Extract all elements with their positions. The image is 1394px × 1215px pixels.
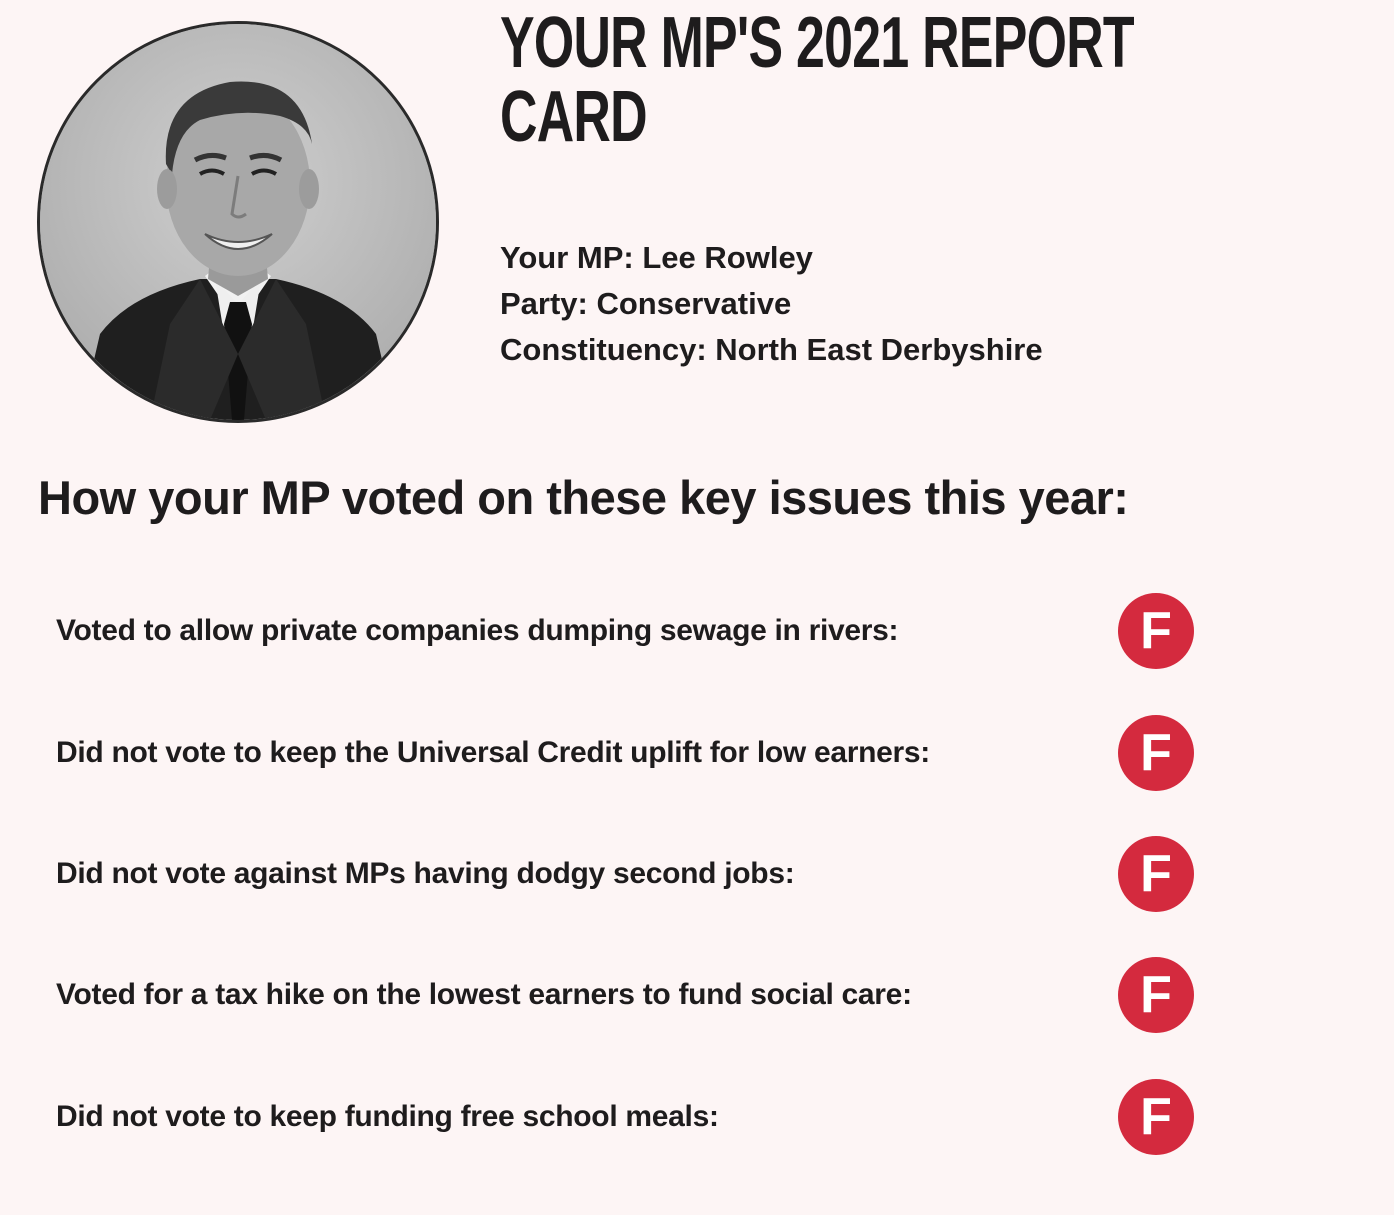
page-title: YOUR MP'S 2021 REPORT CARD [500, 3, 1134, 157]
grade-badge: F [1118, 715, 1194, 791]
mp-portrait [37, 21, 439, 423]
issue-text: Did not vote against MPs having dodgy second jobs: [56, 857, 795, 890]
issue-row [56, 955, 1256, 1035]
mp-details [500, 235, 1043, 373]
issue-row [56, 713, 1256, 793]
issue-text: Voted to allow private companies dumping sewage in rivers: [56, 614, 899, 647]
mp-name: Your MP: Lee Rowley [500, 240, 813, 275]
issue-text: Voted for a tax hike on the lowest earners to fund social care: [56, 978, 912, 1011]
grade-badge: F [1118, 957, 1194, 1033]
issue-row [56, 591, 1256, 671]
issue-text: Did not vote to keep funding free school meals: [56, 1100, 719, 1133]
issue-row [56, 834, 1256, 914]
grade-badge: F [1118, 836, 1194, 912]
section-heading: How your MP voted on these key issues this year: [38, 471, 1129, 524]
grade-badge: F [1118, 1079, 1194, 1155]
issue-row [56, 1077, 1256, 1157]
mp-constituency: Constituency: North East Derbyshire [500, 332, 1043, 367]
grade-badge: F [1118, 593, 1194, 669]
mp-party: Party: Conservative [500, 286, 792, 321]
issue-text: Did not vote to keep the Universal Credit uplift for low earners: [56, 736, 930, 769]
